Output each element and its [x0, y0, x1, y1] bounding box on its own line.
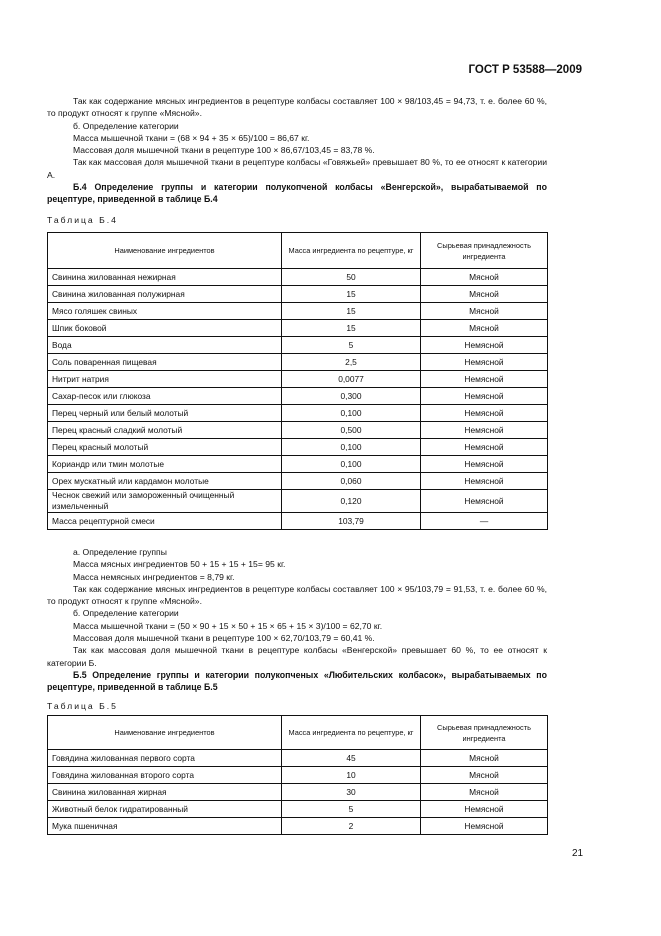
paragraph: б. Определение категории	[73, 120, 179, 131]
ingredient-mass: 15	[282, 303, 421, 320]
ingredient-name: Перец красный сладкий молотый	[48, 422, 282, 439]
table-row	[48, 320, 548, 337]
ingredient-mass: 0,100	[282, 439, 421, 456]
table-label: Таблица Б.4	[47, 215, 118, 225]
ingredient-mass: 2	[282, 818, 421, 835]
ingredient-type: Мясной	[421, 750, 548, 767]
table-row	[48, 303, 548, 320]
ingredient-mass: 50	[282, 269, 421, 286]
ingredient-mass: 0,100	[282, 405, 421, 422]
table-row	[48, 784, 548, 801]
table-row	[48, 801, 548, 818]
ingredient-mass: 45	[282, 750, 421, 767]
ingredient-type: Немясной	[421, 371, 548, 388]
ingredient-name: Перец черный или белый молотый	[48, 405, 282, 422]
ingredient-mass: 15	[282, 286, 421, 303]
ingredient-mass: 5	[282, 801, 421, 818]
table-row	[48, 490, 548, 513]
ingredient-type: Мясной	[421, 784, 548, 801]
ingredient-name: Свинина жилованная полужирная	[48, 286, 282, 303]
ingredient-type: Мясной	[421, 767, 548, 784]
ingredient-type: Немясной	[421, 473, 548, 490]
ingredient-name: Орех мускатный или кардамон молотые	[48, 473, 282, 490]
ingredient-mass: 10	[282, 767, 421, 784]
column-header: Сырьевая принадлежность ингредиента	[421, 233, 548, 269]
table-row	[48, 422, 548, 439]
paragraph: б. Определение категории	[73, 608, 179, 619]
column-header: Наименование ингредиентов	[48, 716, 282, 750]
page-number: 21	[572, 848, 584, 859]
ingredient-type: Мясной	[421, 286, 548, 303]
table-b4	[47, 232, 548, 530]
ingredient-type: Немясной	[421, 490, 548, 513]
ingredient-name: Масса рецептурной смеси	[48, 513, 282, 530]
ingredient-type: Немясной	[421, 388, 548, 405]
paragraph: Массовая доля мышечной ткани в рецептуре 100 × 86,67/103,45 = 83,78 %.	[73, 145, 375, 156]
ingredient-type: Мясной	[421, 303, 548, 320]
ingredient-mass: 0,300	[282, 388, 421, 405]
table-row	[48, 767, 548, 784]
table-row	[48, 439, 548, 456]
paragraph: Массовая доля мышечной ткани в рецептуре 100 × 62,70/103,79 = 60,41 %.	[73, 633, 375, 644]
ingredient-mass: 103,79	[282, 513, 421, 530]
document-header: ГОСТ Р 53588—2009	[468, 64, 582, 76]
table-row	[48, 405, 548, 422]
ingredient-type: —	[421, 513, 548, 530]
paragraph: Так как содержание мясных ингредиентов в рецептуре колбасы составляет 100 × 95/103,79 = 91,53, т. е. более 60 %, то продукт относят к группе «Мясной».	[47, 583, 547, 607]
ingredient-name: Чеснок свежий или замороженный очищенный измельченный	[48, 490, 282, 513]
table-row	[48, 456, 548, 473]
table-row	[48, 388, 548, 405]
text-block-2	[47, 546, 547, 694]
table-row	[48, 269, 548, 286]
ingredient-name: Кориандр или тмин молотые	[48, 456, 282, 473]
ingredient-name: Шпик боковой	[48, 320, 282, 337]
section-heading-b5: Б.5 Определение группы и категории полукопченых «Любительских колбасок», вырабатываемых по рецептуре, приведенной в таблице Б.5	[47, 669, 547, 693]
paragraph: Так как содержание мясных ингредиентов в рецептуре колбасы составляет 100 × 98/103,45 = 94,73, т. е. более 60 %, то продукт относят к группе «Мясной».	[47, 96, 547, 119]
paragraph: Масса немясных ингредиентов = 8,79 кг.	[73, 571, 235, 582]
ingredient-type: Немясной	[421, 801, 548, 818]
ingredient-mass: 15	[282, 320, 421, 337]
column-header: Сырьевая принадлежность ингредиента	[421, 716, 548, 750]
paragraph: Так как массовая доля мышечной ткани в рецептуре колбасы «Венгерской» превышает 60 %, то ее относят к категории Б.	[47, 645, 547, 668]
ingredient-mass: 30	[282, 784, 421, 801]
paragraph: Так как массовая доля мышечной ткани в рецептуре колбасы «Говяжьей» превышает 80 %, то ее относят к категории А.	[47, 157, 547, 180]
table-row	[48, 371, 548, 388]
ingredient-name: Соль поваренная пищевая	[48, 354, 282, 371]
ingredient-mass: 0,0077	[282, 371, 421, 388]
ingredient-name: Животный белок гидратированный	[48, 801, 282, 818]
ingredient-name: Нитрит натрия	[48, 371, 282, 388]
table-row	[48, 354, 548, 371]
ingredient-mass: 0,120	[282, 490, 421, 513]
table-b5	[47, 715, 548, 835]
paragraph: Масса мышечной ткани = (50 × 90 + 15 × 50 + 15 × 65 + 15 × 3)/100 = 62,70 кг.	[73, 620, 383, 631]
paragraph: а. Определение группы	[73, 547, 167, 557]
ingredient-type: Немясной	[421, 456, 548, 473]
table-label: Таблица Б.5	[47, 701, 118, 711]
ingredient-mass: 5	[282, 337, 421, 354]
paragraph: Масса мясных ингредиентов 50 + 15 + 15 + 15= 95 кг.	[73, 559, 286, 570]
ingredient-type: Немясной	[421, 422, 548, 439]
column-header: Масса ингредиента по рецептуре, кг	[282, 233, 421, 269]
ingredient-mass: 0,060	[282, 473, 421, 490]
ingredient-name: Свинина жилованная нежирная	[48, 269, 282, 286]
text-block-1	[47, 95, 547, 206]
table-row	[48, 286, 548, 303]
ingredient-mass: 0,100	[282, 456, 421, 473]
column-header: Наименование ингредиентов	[48, 233, 282, 269]
ingredient-type: Немясной	[421, 439, 548, 456]
column-header: Масса ингредиента по рецептуре, кг	[282, 716, 421, 750]
table-row	[48, 473, 548, 490]
paragraph: Масса мышечной ткани = (68 × 94 + 35 × 65)/100 = 86,67 кг.	[73, 132, 310, 143]
ingredient-name: Перец красный молотый	[48, 439, 282, 456]
table-row	[48, 513, 548, 530]
ingredient-name: Говядина жилованная второго сорта	[48, 767, 282, 784]
ingredient-name: Говядина жилованная первого сорта	[48, 750, 282, 767]
ingredient-name: Свинина жилованная жирная	[48, 784, 282, 801]
ingredient-type: Немясной	[421, 818, 548, 835]
ingredient-name: Сахар-песок или глюкоза	[48, 388, 282, 405]
ingredient-type: Мясной	[421, 320, 548, 337]
ingredient-name: Мясо голяшек свиных	[48, 303, 282, 320]
table-row	[48, 337, 548, 354]
table-row	[48, 818, 548, 835]
section-heading-b4: Б.4 Определение группы и категории полукопченой колбасы «Венгерской», вырабатываемой по рецептуре, приведенной в таблице Б.4	[47, 182, 547, 205]
ingredient-mass: 2,5	[282, 354, 421, 371]
table-row	[48, 750, 548, 767]
ingredient-type: Немясной	[421, 405, 548, 422]
ingredient-name: Мука пшеничная	[48, 818, 282, 835]
ingredient-type: Немясной	[421, 354, 548, 371]
ingredient-type: Мясной	[421, 269, 548, 286]
ingredient-type: Немясной	[421, 337, 548, 354]
ingredient-name: Вода	[48, 337, 282, 354]
ingredient-mass: 0,500	[282, 422, 421, 439]
